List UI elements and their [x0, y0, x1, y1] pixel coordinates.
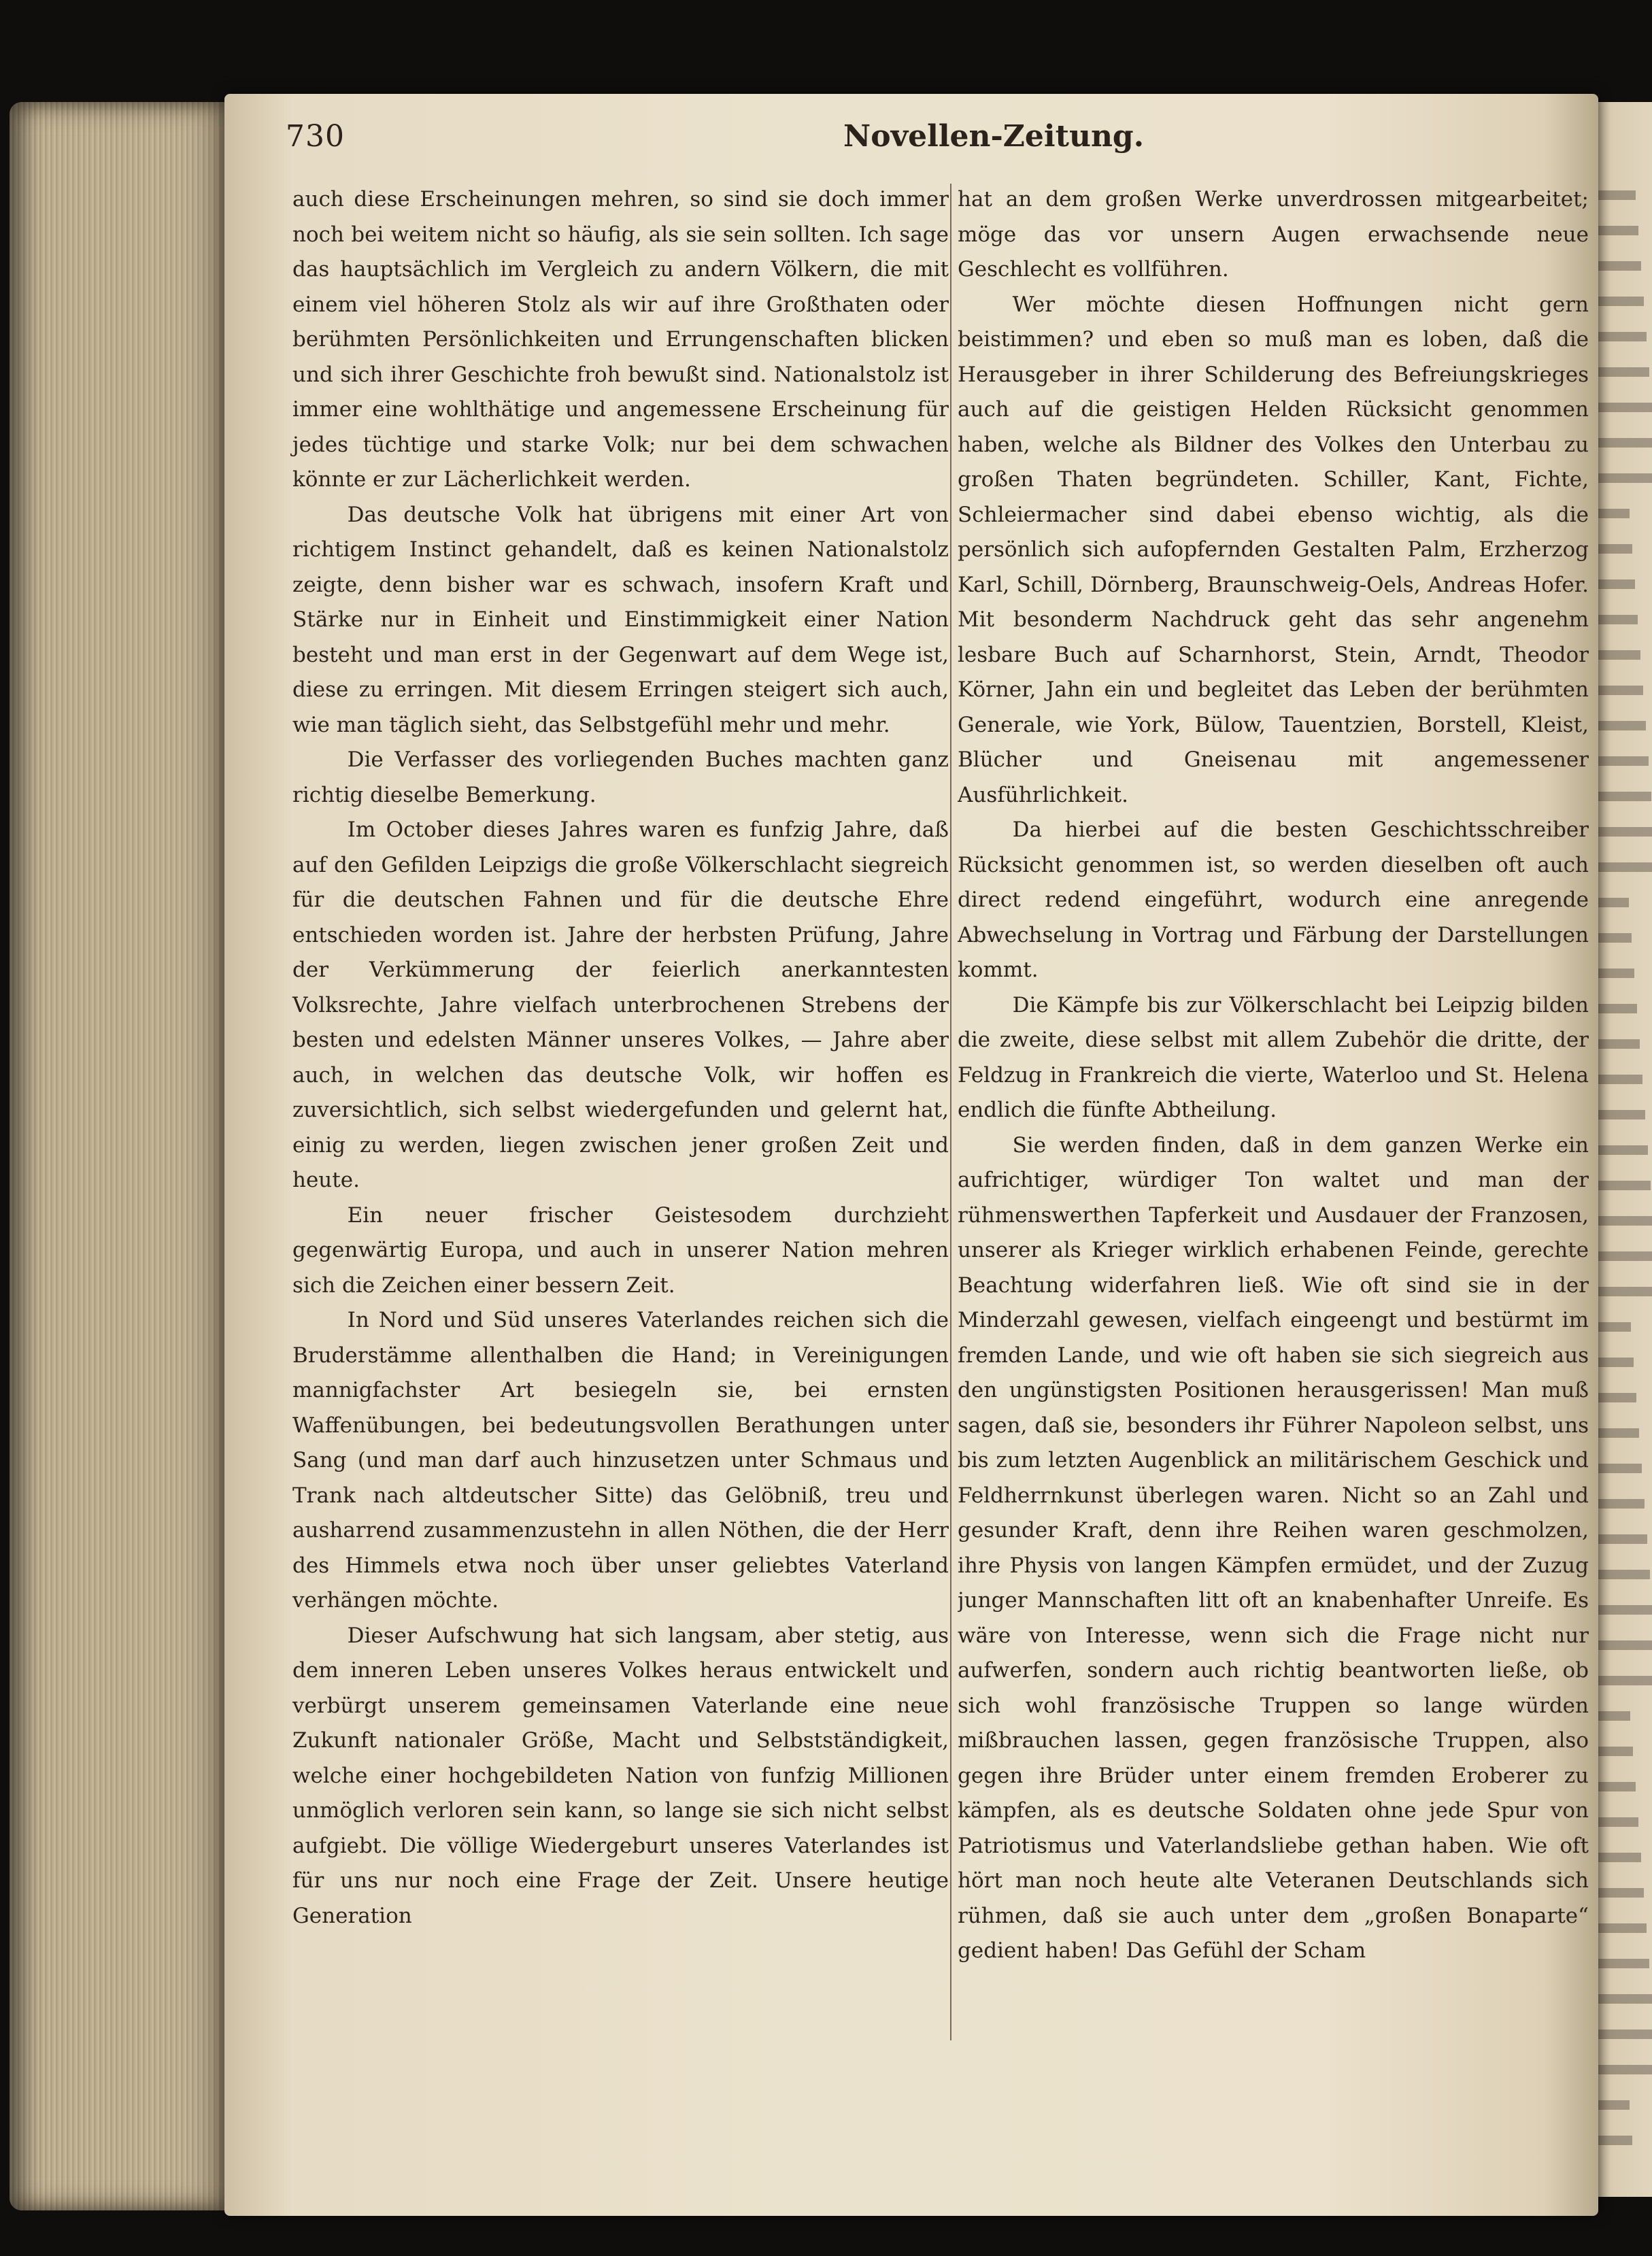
- adjacent-page-ghost-line: [1595, 544, 1632, 554]
- adjacent-page-ghost-line: [1595, 1605, 1652, 1615]
- adjacent-page-ghost-line: [1595, 1747, 1633, 1756]
- paragraph: Sie werden finden, daß in dem ganzen Werke ein aufrichtiger, würdiger Ton waltet und man der rühmenswerthen Tapferkeit und Ausdauer der Franzosen, unserer als Krieger wirklich erhabenen Feinde, gerechte Beachtung widerfahren ließ. Wie oft sind sie in der Minderzahl gewesen, vielfach eingeengt und bestürmt im fremden Lande, und wie oft haben sie sich siegreich aus den ungünstigsten Positionen herausgerissen! Man muß sagen, daß sie, besonders ihr Führer Napoleon selbst, uns bis zum letzten Augenblick an militärischem Geschick und Feldherrnkunst überlegen waren. Nicht so an Zahl und gesunder Kraft, denn ihre Reihen waren geschmolzen, ihre Physis von langen Kämpfen ermüdet, und der Zuzug junger Mannschaften litt oft an knabenhafter Unreife. Es wäre von Interesse, wenn sich die Frage nicht nur aufwerfen, sondern auch richtig beantworten ließe, ob sich wohl französische Truppen so lange würden mißbrauchen lassen, gegen französische Truppen, also gegen ihre Brüder unter einem fremden Eroberer zu kämpfen, als es deutsche Soldaten ohne jede Spur von Patriotismus und Vaterlandsliebe gethan haben. Wie oft hört man noch heute alte Veteranen Deutschlands sich rühmen, daß sie auch unter dem „großen Bonaparte“ gedient haben! Das Gefühl der Scham: [958, 1132, 1589, 1963]
- adjacent-page-ghost-line: [1595, 1499, 1645, 1509]
- left-column: [292, 182, 949, 1934]
- adjacent-page-ghost-line: [1595, 1145, 1648, 1155]
- adjacent-page-ghost-line: [1595, 1994, 1652, 2004]
- adjacent-page-ghost-line: [1595, 1923, 1647, 1933]
- adjacent-page-ghost-line: [1595, 792, 1651, 801]
- adjacent-page-ghost-line: [1595, 1676, 1652, 1685]
- adjacent-page-ghost-line: [1595, 2100, 1630, 2110]
- adjacent-page-ghost-line: [1595, 226, 1638, 235]
- adjacent-page-ghost-line: [1595, 261, 1641, 271]
- adjacent-page-ghost-line: [1595, 650, 1640, 660]
- adjacent-page-ghost-line: [1595, 862, 1652, 872]
- adjacent-page-ghost-line: [1595, 2065, 1652, 2074]
- adjacent-page-ghost-line: [1595, 969, 1634, 978]
- paragraph: Das deutsche Volk hat übrigens mit einer Art von richtigem Instinct gehandelt, daß es keinen Nationalstolz zeigte, denn bisher war es schwach, insofern Kraft und Stärke nur in Einheit und Einstimmigkeit einer Nation besteht und man erst in der Gegenwart auf dem Wege ist, diese zu erringen. Mit diesem Erringen steigert sich auch, wie man täglich sieht, das Selbstgefühl mehr und mehr.: [292, 502, 949, 737]
- paragraph: Dieser Aufschwung hat sich langsam, aber stetig, aus dem inneren Leben unseres Volkes heraus entwickelt und verbürgt unserem gemeinsamen Vaterlande eine neue Zukunft nationaler Größe, Macht und Selbstständigkeit, welche einer hochgebildeten Nation von funfzig Millionen unmöglich verloren sein kann, so lange sie sich nicht selbst aufgiebt. Die völlige Wiedergeburt unseres Vaterlandes ist für uns nur noch eine Frage der Zeit. Unsere heutige Generation: [292, 1623, 949, 1928]
- adjacent-page-ghost-line: [1595, 1782, 1636, 1791]
- right-column: [958, 182, 1589, 1969]
- page-header: [286, 119, 1612, 167]
- adjacent-page-ghost-line: [1595, 1853, 1641, 1862]
- adjacent-page-ghost-line: [1595, 473, 1652, 483]
- adjacent-page-ghost-line: [1595, 721, 1646, 730]
- adjacent-page-ghost-line: [1595, 1428, 1639, 1438]
- adjacent-page-ghost-line: [1595, 1004, 1637, 1013]
- paragraph: Ein neuer frischer Geistesodem durchzieht gegenwärtig Europa, und auch in unserer Nation mehren sich die Zeichen einer bessern Zeit.: [292, 1202, 949, 1298]
- adjacent-page-ghost-line: [1595, 1464, 1642, 1473]
- book-fore-edge: [10, 102, 234, 2210]
- adjacent-page-ghost-line: [1595, 756, 1649, 766]
- paragraph: Die Verfasser des vorliegenden Buches machten ganz richtig dieselbe Bemerkung.: [292, 747, 949, 807]
- adjacent-page-ghost-line: [1595, 686, 1643, 695]
- paragraph: In Nord und Süd unseres Vaterlandes reichen sich die Bruderstämme allenthalben die Hand; in Vereinigungen mannigfachster Art besiegeln sie, bei ernsten Waffenübungen, bei bedeutungsvollen Berathungen unter Sang (und man darf auch hinzusetzen unter Schmaus und Trank nach altdeutscher Sitte) das Gelöbniß, treu und ausharrend zusammenzustehn in allen Nöthen, die der Herr des Himmels etwa noch über unser geliebtes Vaterland verhängen möchte.: [292, 1308, 949, 1613]
- adjacent-page-ghost-line: [1595, 1181, 1651, 1190]
- adjacent-page-ghost-line: [1595, 1393, 1636, 1402]
- adjacent-page-ghost-line: [1595, 190, 1636, 200]
- adjacent-page-ghost-line: [1595, 2136, 1632, 2145]
- adjacent-page-ghost-line: [1595, 297, 1644, 306]
- adjacent-page-ghost-line: [1595, 933, 1632, 943]
- adjacent-page-ghost-line: [1595, 403, 1652, 412]
- paragraph: hat an dem großen Werke unverdrossen mitgearbeitet; möge das vor unsern Augen erwachsende neue Geschlecht es vollführen.: [958, 187, 1589, 282]
- adjacent-page-ghost-line: [1595, 579, 1635, 589]
- adjacent-page-ghost-line: [1595, 1287, 1652, 1296]
- paragraph: Da hierbei auf die besten Geschichtsschreiber Rücksicht genommen ist, so werden dieselben oft auch direct redend eingeführt, wodurch eine anregende Abwechselung in Vortrag und Färbung der Darstellungen kommt.: [958, 818, 1589, 982]
- adjacent-page-ghost-line: [1595, 1216, 1652, 1226]
- adjacent-page-ghost-line: [1595, 1888, 1644, 1898]
- adjacent-page-ghost-line: [1595, 898, 1629, 907]
- adjacent-page-ghost-line: [1595, 615, 1638, 624]
- adjacent-page-ghost-line: [1595, 1959, 1649, 1968]
- paragraph: Im October dieses Jahres waren es funfzig Jahre, daß auf den Gefilden Leipzigs die große Völkerschlacht siegreich für die deutschen Fahnen und für die deutsche Ehre entschieden worden ist. Jahre der herbsten Prüfung, Jahre der Verkümmerung der feierlich anerkanntesten Volksrechte, Jahre vielfach unterbrochenen Strebens der besten und edelsten Männer unseres Volkes, — Jahre aber auch, in welchen das deutsche Volk, wir hoffen es zuversichtlich, sich selbst wiedergefunden und gelernt hat, einig zu werden, liegen zwischen jener großen Zeit und heute.: [292, 818, 949, 1192]
- adjacent-page-ghost-line: [1595, 1075, 1642, 1084]
- adjacent-page-ghost-line: [1595, 1640, 1652, 1650]
- column-divider: [950, 184, 951, 2040]
- adjacent-page-ghost-line: [1595, 1358, 1634, 1367]
- adjacent-page-ghost-line: [1595, 509, 1630, 518]
- adjacent-page-ghost-line: [1595, 1534, 1647, 1544]
- paragraph: auch diese Erscheinungen mehren, so sind sie doch immer noch bei weitem nicht so häufig, als sie sein sollten. Ich sage das hauptsächlich im Vergleich zu andern Völkern, die mit einem viel höheren Stolz als wir auf ihre Großthaten oder berühmten Persönlichkeiten und Errungenschaften blicken und sich ihrer Geschichte froh bewußt sind. Nationalstolz ist immer eine wohlthätige und angemessene Erscheinung für jedes tüchtige und starke Volk; nur bei dem schwachen könnte er zur Lächerlichkeit werden.: [292, 187, 949, 492]
- adjacent-page-ghost-line: [1595, 1039, 1640, 1049]
- adjacent-page-ghost-line: [1595, 1817, 1638, 1827]
- adjacent-page-ghost-line: [1595, 1110, 1645, 1119]
- adjacent-page-ghost-line: [1595, 1322, 1631, 1332]
- adjacent-page-ghost-line: [1595, 332, 1647, 341]
- paragraph: Die Kämpfe bis zur Völkerschlacht bei Leipzig bilden die zweite, diese selbst mit allem Zubehör die dritte, der Feldzug in Frankreich die vierte, Waterloo und St. Helena endlich die fünfte Abtheilung.: [958, 992, 1589, 1122]
- paragraph: Wer möchte diesen Hoffnungen nicht gern beistimmen? und eben so muß man es loben, daß die Herausgeber in ihrer Schilderung des Befreiungskrieges auch auf die geistigen Helden Rücksicht genommen haben, welche als Bildner des Volkes den Unterbau zu großen Thaten begründeten. Schiller, Kant, Fichte, Schleiermacher sind dabei ebenso wichtig, als die persönlich sich aufopfernden Gestalten Palm, Erzherzog Karl, Schill, Dörnberg, Braunschweig-Oels, Andreas Hofer. Mit besonderm Nachdruck geht das sehr angenehm lesbare Buch auf Scharnhorst, Stein, Arndt, Theodor Körner, Jahn ein und begleitet das Leben der berühmten Generale, wie York, Bülow, Tauentzien, Borstell, Kleist, Blücher und Gneisenau mit angemessener Ausführlichkeit.: [958, 292, 1589, 807]
- adjacent-page-ghost-line: [1595, 2030, 1652, 2039]
- running-head: Novellen-Zeitung.: [843, 119, 1145, 154]
- adjacent-page-ghost-line: [1595, 1251, 1652, 1261]
- adjacent-page-ghost-line: [1595, 367, 1649, 377]
- adjacent-page-ghost-line: [1595, 438, 1652, 448]
- adjacent-page-ghost-line: [1595, 827, 1652, 837]
- page-number: 730: [286, 119, 345, 154]
- adjacent-page-ghost-line: [1595, 1711, 1630, 1721]
- adjacent-page-ghost-line: [1595, 1570, 1650, 1579]
